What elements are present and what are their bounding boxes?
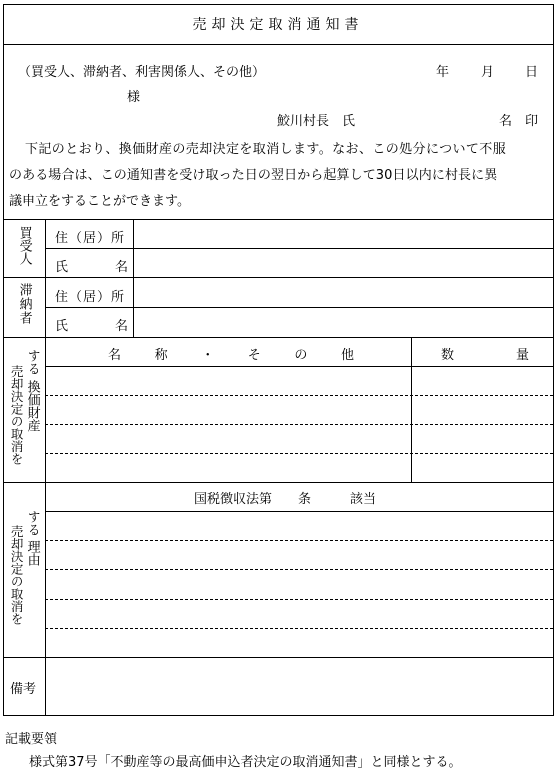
body-line-2: のある場合は、この通知書を受け取った日の翌日から起算して30日以内に村長に異 (9, 168, 498, 183)
instructions-heading: 記載要領 (5, 732, 58, 747)
property-section-col3: 換価財産 (24, 380, 40, 432)
body-line-1: 下記のとおり、換価財産の売却決定を取消します。なお、この処分について不服 (25, 142, 507, 157)
reason-law-text: 国税徴収法第 条 該当 (194, 492, 377, 507)
document-title: 売却決定取消通知書 (192, 17, 364, 33)
sender-name: 鮫川村長 氏 (277, 114, 356, 129)
property-section-col1: する (24, 349, 40, 375)
buyer-section-label: 買受人 (16, 226, 32, 265)
reason-section-col1: する (24, 510, 40, 536)
remarks-label: 備考 (10, 682, 37, 697)
seal-label: 名 印 (499, 114, 539, 129)
reason-section-col2: 売却決定の取消を (9, 525, 25, 625)
date-year: 年 (436, 65, 450, 80)
delinquent-address-label: 住（居）所 (55, 290, 126, 305)
body-line-3: 議申立をすることができます。 (9, 194, 190, 209)
buyer-name-label: 氏 名 (55, 260, 128, 275)
reason-section-col3: 理由 (24, 540, 40, 566)
delinquent-section-label: 滞納者 (16, 283, 32, 325)
date-month: 月 (481, 65, 495, 80)
instructions-text: 様式第37号「不動産等の最高価申込者決定の取消通知書」と同様とする。 (29, 755, 462, 770)
property-quantity-header: 数 量 (441, 348, 529, 363)
date-day: 日 (525, 65, 539, 80)
honorific-sama: 様 (127, 90, 141, 105)
delinquent-name-label: 氏 名 (55, 319, 128, 334)
property-name-header: 名 称 ・ そ の 他 (108, 348, 354, 363)
buyer-address-label: 住（居）所 (55, 231, 126, 246)
recipients-label: （買受人、滞納者、利害関係人、その他） (18, 65, 266, 80)
property-section-col2: 売却決定の取消を (9, 365, 25, 465)
